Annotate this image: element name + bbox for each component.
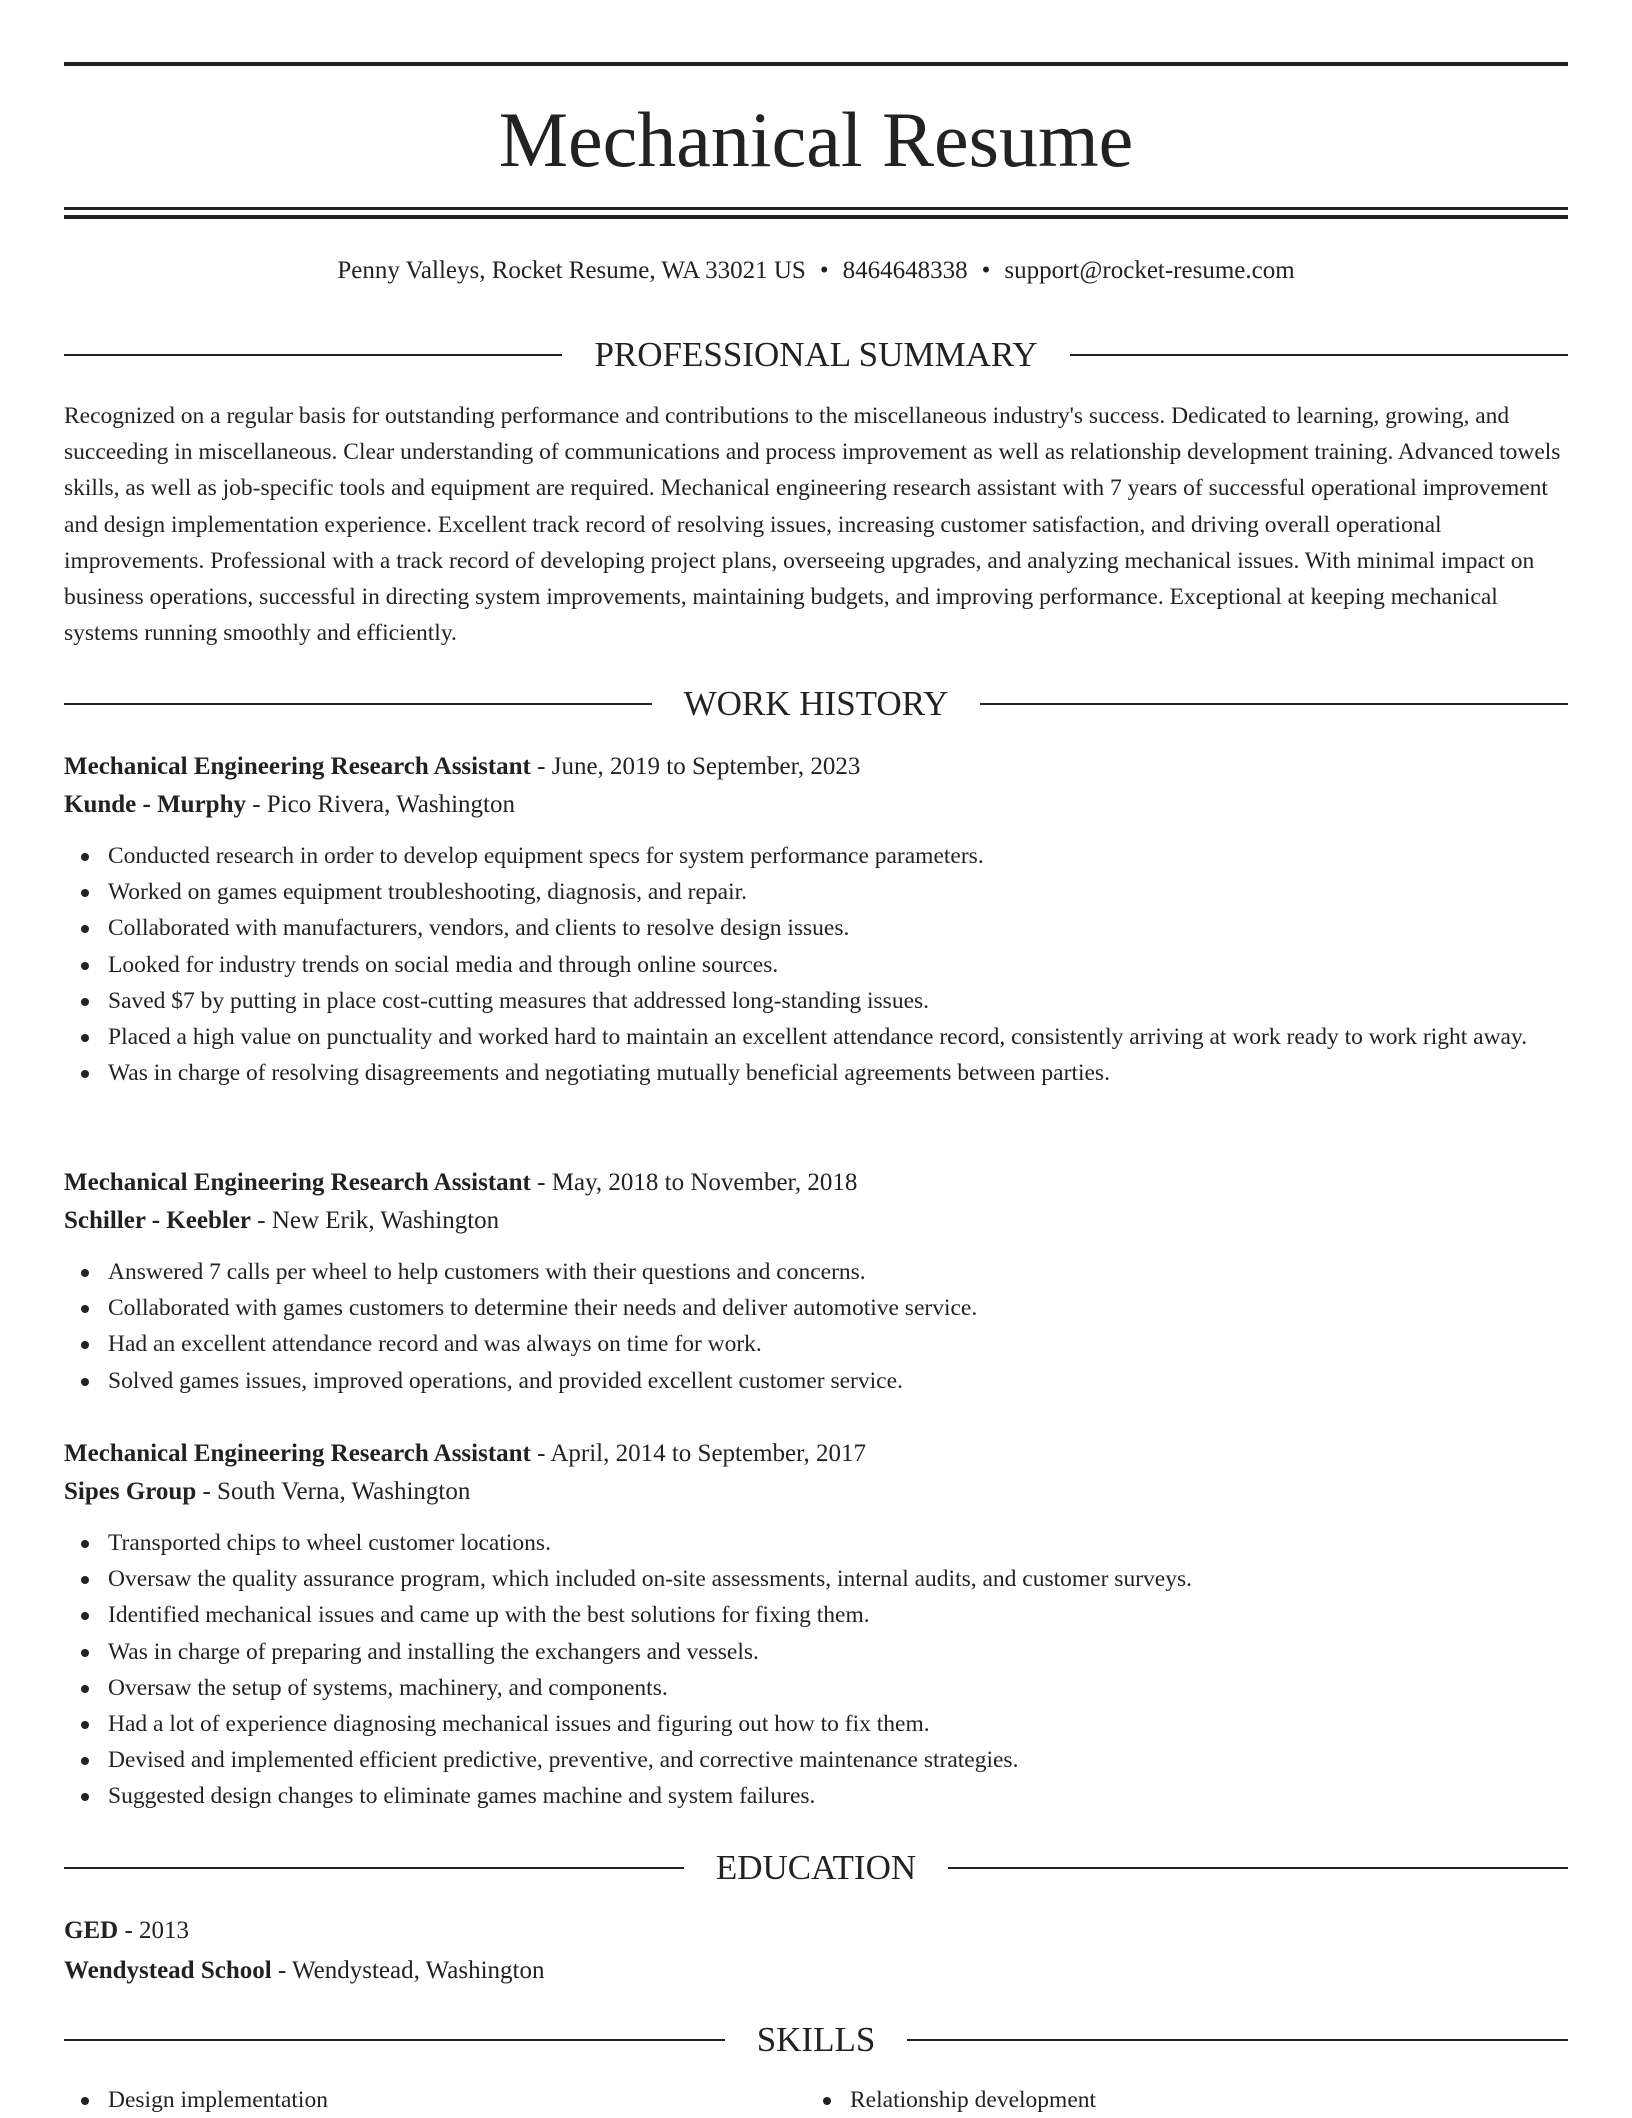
- job-dates: - May, 2018 to November, 2018: [530, 1169, 858, 1196]
- contact-phone: 8464648338: [842, 257, 968, 284]
- section-heading-summary: [64, 333, 1568, 377]
- divider-line: [64, 2039, 725, 2041]
- list-item: Saved $7 by putting in place cost-cutting measures that addressed long-standing issues.: [108, 983, 1568, 1019]
- skill-item: Relationship development: [850, 2082, 1548, 2118]
- job-company-line: [64, 1473, 1568, 1511]
- job-bullets: [64, 1525, 1568, 1815]
- section-heading-skills: [64, 2018, 1568, 2062]
- list-item: Collaborated with games customers to determine their needs and deliver automotive service.: [108, 1290, 1568, 1326]
- list-item: Suggested design changes to eliminate games machine and system failures.: [108, 1778, 1568, 1814]
- education-school: Wendystead School: [64, 1957, 272, 1984]
- job-location: - South Verna, Washington: [196, 1478, 471, 1505]
- section-title: EDUCATION: [715, 1848, 917, 1887]
- education-location: - Wendystead, Washington: [271, 1957, 545, 1984]
- job-bullets: [64, 838, 1568, 1091]
- job-company: Sipes Group: [64, 1478, 197, 1505]
- list-item: Had a lot of experience diagnosing mechanical issues and figuring out how to fix them.: [108, 1706, 1568, 1742]
- skills-column-right: [806, 2082, 1548, 2118]
- job-entry: [64, 1435, 1568, 1815]
- job-location: - New Erik, Washington: [251, 1207, 500, 1234]
- job-dates: - April, 2014 to September, 2017: [530, 1440, 866, 1467]
- education-degree: GED: [64, 1917, 119, 1944]
- list-item: Collaborated with manufacturers, vendors, and clients to resolve design issues.: [108, 910, 1568, 946]
- job-company: Kunde - Murphy: [64, 791, 246, 818]
- job-title: Mechanical Engineering Research Assistant: [64, 1440, 531, 1467]
- skills-column-left: [64, 2082, 806, 2118]
- professional-summary-text: Recognized on a regular basis for outstanding performance and contributions to the miscellaneous industry's success. Dedicated to learning, growing, and succeeding in miscellaneous. Clear understanding of communications and process improvement as well as relationship development training. Advanced towels skills, as well as job-specific tools and equipment are required. Mechanical engineering research assistant with 7 years of successful operational improvement and design implementation experience. Excellent track record of resolving issues, increasing customer satisfaction, and driving overall operational improvements. Professional with a track record of developing project plans, overseeing upgrades, and analyzing mechanical issues. With minimal impact on business operations, successful in directing system improvements, maintaining budgets, and improving performance. Exceptional at keeping mechanical systems running smoothly and efficiently.: [64, 403, 1561, 647]
- resume-title: Mechanical Resume: [498, 96, 1134, 183]
- job-dates: - June, 2019 to September, 2023: [530, 753, 861, 780]
- list-item: Identified mechanical issues and came up with the best solutions for fixing them.: [108, 1597, 1568, 1633]
- list-item: Was in charge of preparing and installing the exchangers and vessels.: [108, 1634, 1568, 1670]
- job-title-line: [64, 1435, 1568, 1473]
- section-heading-education: [64, 1846, 1568, 1890]
- job-location: - Pico Rivera, Washington: [245, 791, 516, 818]
- list-item: Worked on games equipment troubleshooting, diagnosis, and repair.: [108, 874, 1568, 910]
- job-entry: [64, 1164, 1568, 1399]
- education-entry: [64, 1911, 1568, 1991]
- job-company-line: [64, 786, 1568, 824]
- job-bullets: [64, 1254, 1568, 1399]
- list-item: Had an excellent attendance record and was always on time for work.: [108, 1326, 1568, 1362]
- section-heading-work-history: [64, 682, 1568, 726]
- divider-line: [948, 1867, 1568, 1869]
- list-item: Devised and implemented efficient predictive, preventive, and corrective maintenance strategies.: [108, 1742, 1568, 1778]
- divider-line: [64, 354, 562, 356]
- job-entry: [64, 748, 1568, 1091]
- job-title-line: [64, 748, 1568, 786]
- top-rule: [64, 62, 1568, 66]
- list-item: Oversaw the setup of systems, machinery, and components.: [108, 1670, 1568, 1706]
- section-title: SKILLS: [756, 2020, 876, 2059]
- education-degree-line: [64, 1911, 1568, 1951]
- contact-email: support@rocket-resume.com: [1004, 257, 1295, 284]
- list-item: Placed a high value on punctuality and worked hard to maintain an excellent attendance record, consistently arriving at work ready to work right away.: [108, 1019, 1568, 1055]
- divider-line: [980, 703, 1568, 705]
- list-item: Looked for industry trends on social media and through online sources.: [108, 947, 1568, 983]
- contact-separator: •: [981, 257, 991, 284]
- job-company: Schiller - Keebler: [64, 1207, 251, 1234]
- education-year: - 2013: [118, 1917, 190, 1944]
- list-item: Answered 7 calls per wheel to help customers with their questions and concerns.: [108, 1254, 1568, 1290]
- list-item: Oversaw the quality assurance program, which included on-site assessments, internal audits, and customer surveys.: [108, 1561, 1568, 1597]
- title-rule-upper: [64, 207, 1568, 210]
- contact-address: Penny Valleys, Rocket Resume, WA 33021 US: [337, 257, 806, 284]
- title-rule-lower: [64, 215, 1568, 219]
- job-title: Mechanical Engineering Research Assistant: [64, 753, 531, 780]
- skills-list: [64, 2082, 1568, 2118]
- contact-line: [64, 253, 1568, 289]
- list-item: Conducted research in order to develop equipment specs for system performance parameters.: [108, 838, 1568, 874]
- skill-item: Design implementation: [108, 2082, 806, 2118]
- section-title: WORK HISTORY: [683, 684, 949, 723]
- list-item: Was in charge of resolving disagreements and negotiating mutually beneficial agreements between parties.: [108, 1055, 1568, 1091]
- divider-line: [907, 2039, 1568, 2041]
- section-title: PROFESSIONAL SUMMARY: [594, 335, 1038, 374]
- contact-separator: •: [819, 257, 829, 284]
- job-company-line: [64, 1202, 1568, 1240]
- list-item: Solved games issues, improved operations, and provided excellent customer service.: [108, 1363, 1568, 1399]
- list-item: Transported chips to wheel customer locations.: [108, 1525, 1568, 1561]
- divider-line: [64, 1867, 684, 1869]
- divider-line: [64, 703, 652, 705]
- education-school-line: [64, 1951, 1568, 1991]
- divider-line: [1070, 354, 1568, 356]
- job-title: Mechanical Engineering Research Assistant: [64, 1169, 531, 1196]
- job-title-line: [64, 1164, 1568, 1202]
